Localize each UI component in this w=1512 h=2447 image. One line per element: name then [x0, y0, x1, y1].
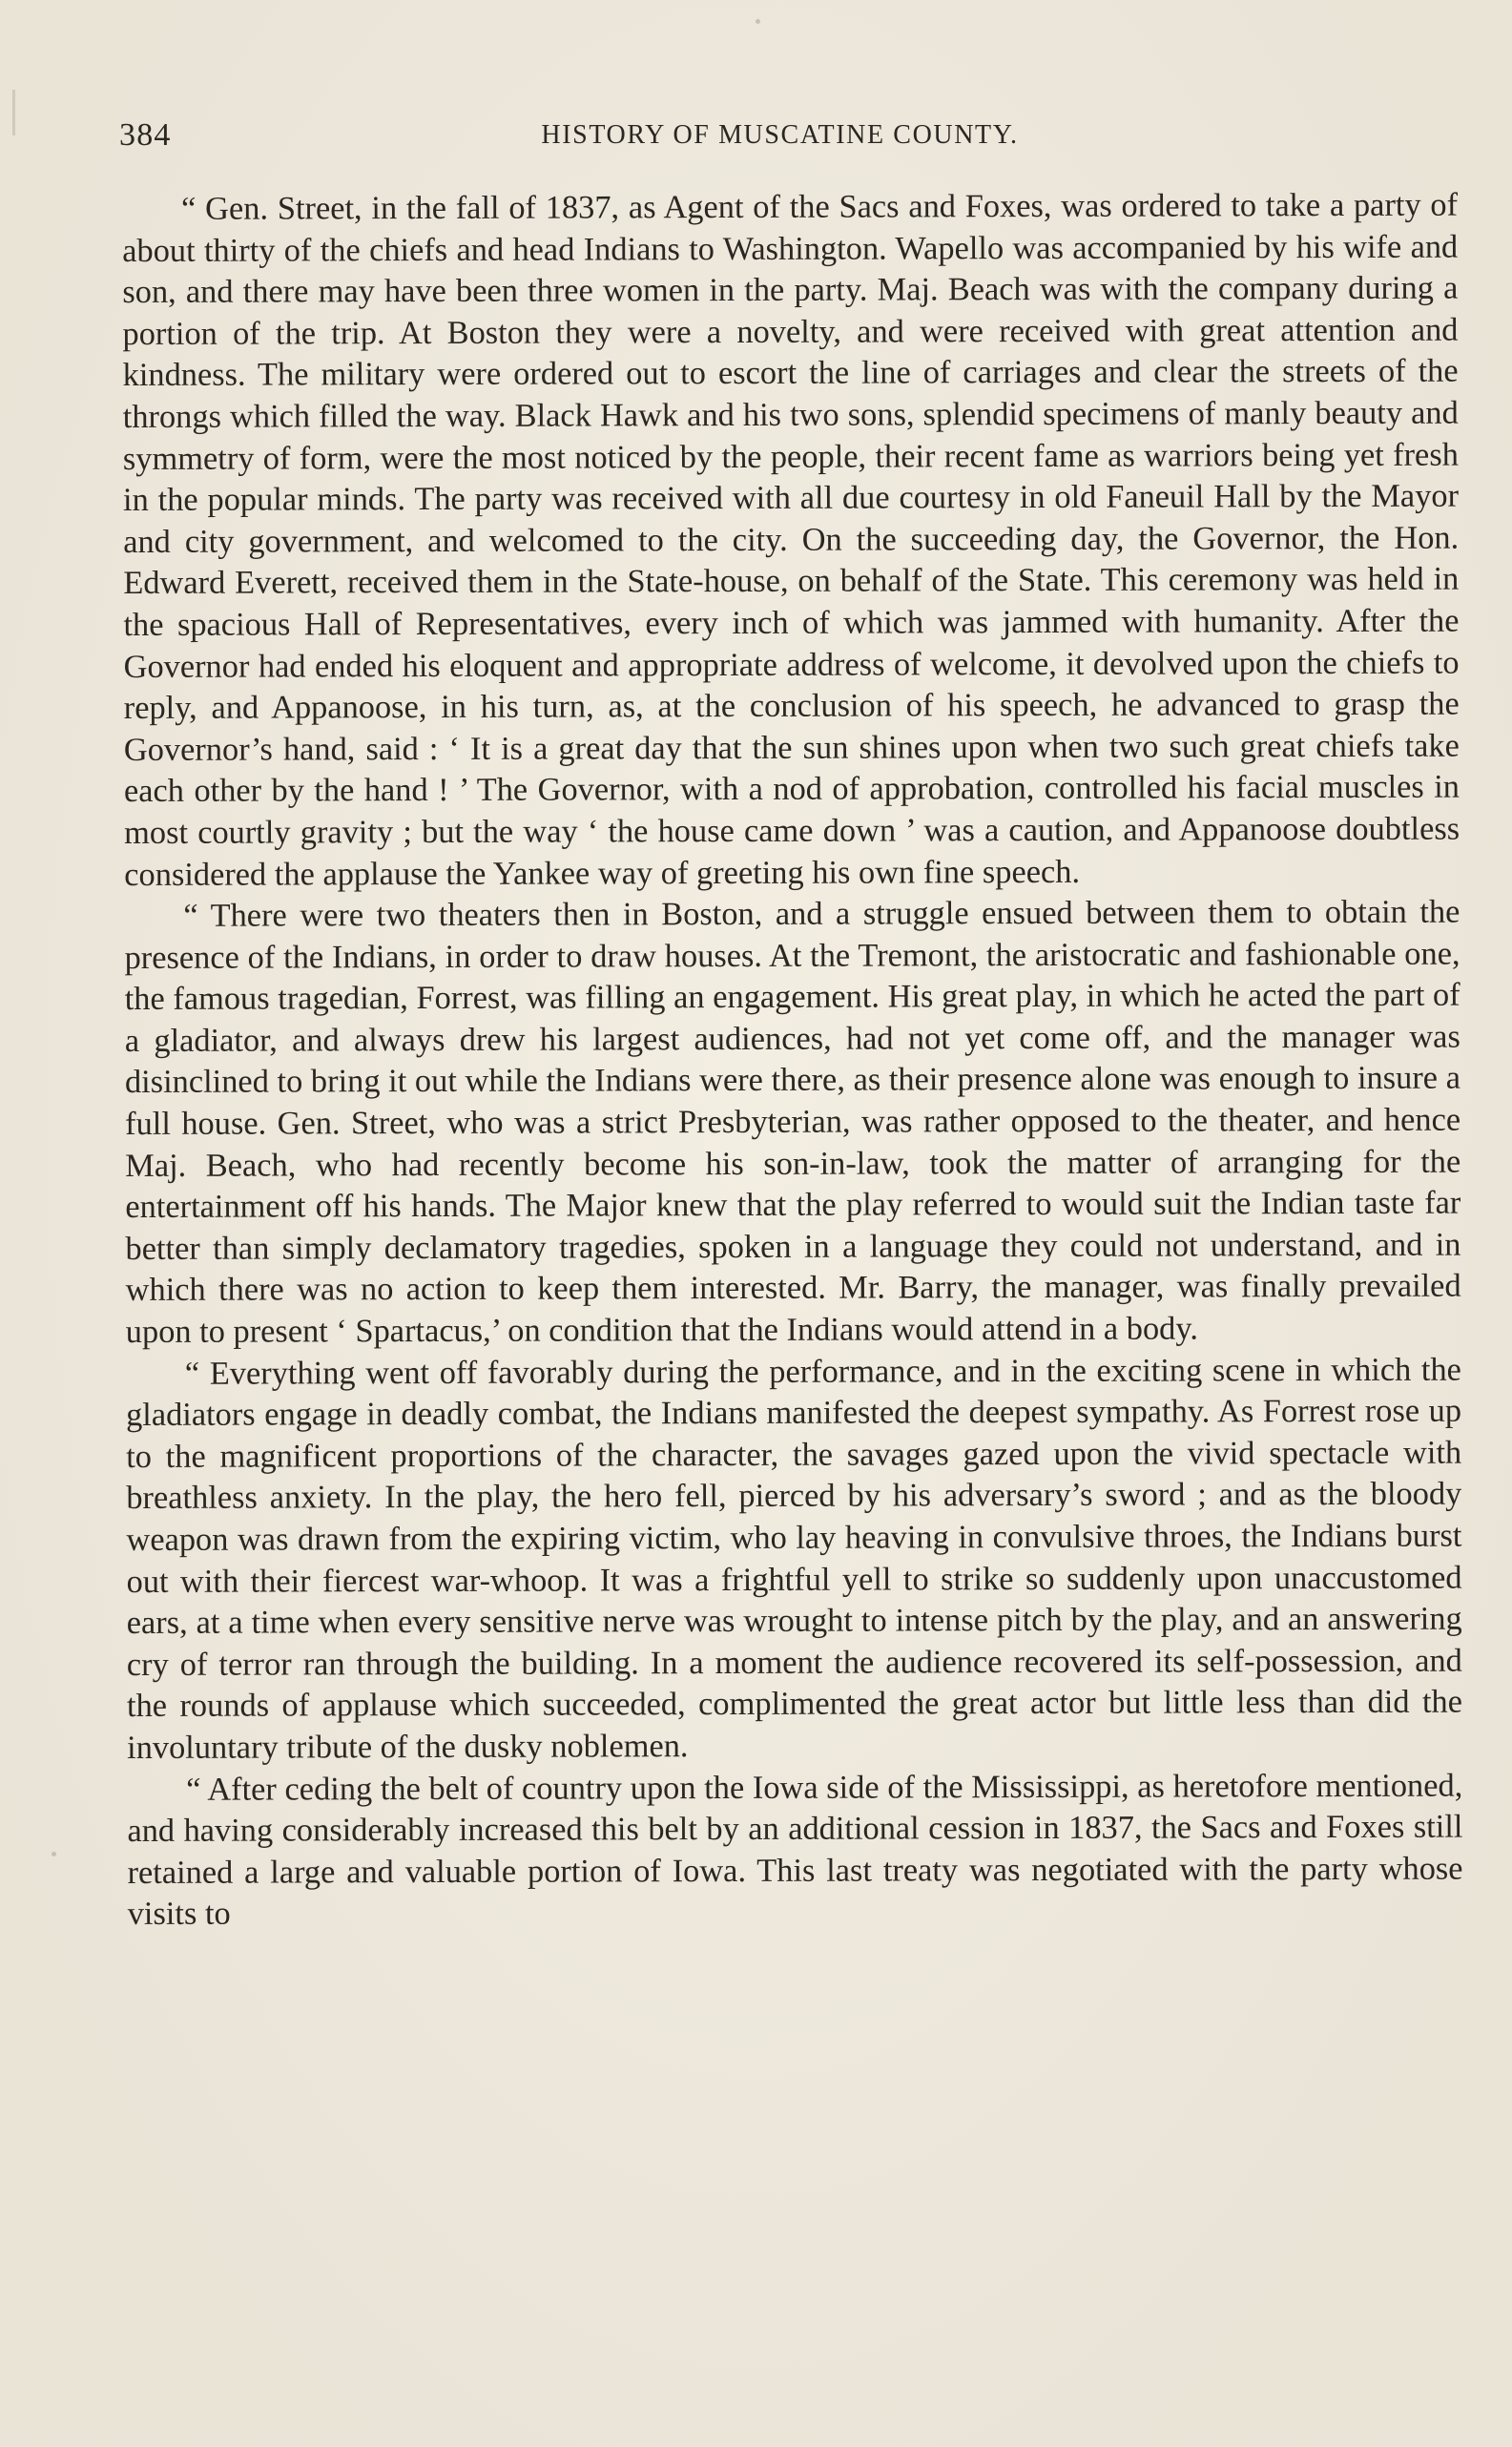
paragraph-2: “ There were two theaters then in Boston, and a struggle ensued between them to obtain the presence of the Indians, in order to draw houses. At the Tremont, the aristocratic and fashionable one, the famous tragedian, Forrest, was filling an engagement. His great play, in which he acted the part of a gladiator, and always drew his largest audiences, had not yet come off, and the manager was disinclined to bring it out while the Indians were there, as their presence alone was enough to insure a full house. Gen. Street, who was a strict Presbyterian, was rather opposed to the theater, and hence Maj. Beach, who had recently become his son-in-law, took the matter of arranging for the entertainment off his hands. The Major knew that the play referred to would suit the Indian taste far better than simply declamatory tragedies, spoken in a language they could not understand, and in which there was no action to keep them interested. Mr. Barry, the manager, was finally prevailed upon to present ‘ Spartacus,’ on condition that the Indians would attend in a body. — [124, 893, 1461, 1351]
paper-speck — [52, 1852, 56, 1856]
page-header — [119, 116, 1407, 155]
paragraph-4: “ After ceding the belt of country upon the Iowa side of the Mississippi, as heretofore mentioned, and having considerably increased this belt by an additional cession in 1837, the Sacs and Foxes still retained a large and valuable portion of Iowa. This last treaty was negotiated with the party whose visits to — [127, 1767, 1463, 1933]
running-head: HISTORY OF MUSCATINE COUNTY. — [541, 120, 1019, 150]
paragraph-1: “ Gen. Street, in the fall of 1837, as Agent of the Sacs and Foxes, was ordered to take a party of about thirty of the chiefs and head Indians to Washington. Wapello was accompanied by his wife and son, and there may have been three women in the party. Maj. Beach was with the company during a portion of the trip. At Boston they were a novelty, and were received with great attention and kindness. The military were ordered out to escort the line of carriages and clear the streets of the throngs which filled the way. Black Hawk and his two sons, splendid specimens of manly beauty and symmetry of form, were the most noticed by the people, their recent fame as warriors being yet fresh in the popular minds. The party was received with all due courtesy in old Faneuil Hall by the Mayor and city government, and welcomed to the city. On the succeeding day, the Governor, the Hon. Edward Everett, received them in the State-house, on behalf of the State. This ceremony was held in the spacious Hall of Representatives, every inch of which was jammed with humanity. After the Governor had ended his eloquent and appropriate address of welcome, it devolved upon the chiefs to reply, and Appanoose, in his turn, as, at the conclusion of his speech, he advanced to grasp the Governor’s hand, said : ‘ It is a great day that the sun shines upon when two such great chiefs take each other by the hand ! ’ The Governor, with a nod of approbation, controlled his facial muscles in most courtly gravity ; but the way ‘ the house came down ’ was a caution, and Appanoose doubtless considered the applause the Yankee way of greeting his own fine speech. — [122, 186, 1460, 893]
margin-stain — [12, 90, 15, 135]
paragraph-3: “ Everything went off favorably during the performance, and in the exciting scene in which the gladiators engage in deadly combat, the Indians manifested the deepest sympathy. As Forrest rose up to the magnificent proportions of the character, the savages gazed upon the vivid spectacle with breathless anxiety. In the play, the hero fell, pierced by his adversary’s sword ; and as the bloody weapon was drawn from the expiring victim, who lay heaving in convulsive throes, the Indians burst out with their fiercest war-whoop. It was a frightful yell to strike so suddenly upon unaccustomed ears, at a time when every sensitive nerve was wrought to intense pitch by the play, and an answering cry of terror ran through the building. In a moment the audience recovered its self-possession, and the rounds of applause which succeeded, complimented the great actor but little less than did the involuntary tribute of the dusky noblemen. — [125, 1351, 1463, 1766]
paper-speck — [756, 19, 760, 24]
body-text — [122, 185, 1463, 1936]
page-number: 384 — [119, 117, 172, 153]
